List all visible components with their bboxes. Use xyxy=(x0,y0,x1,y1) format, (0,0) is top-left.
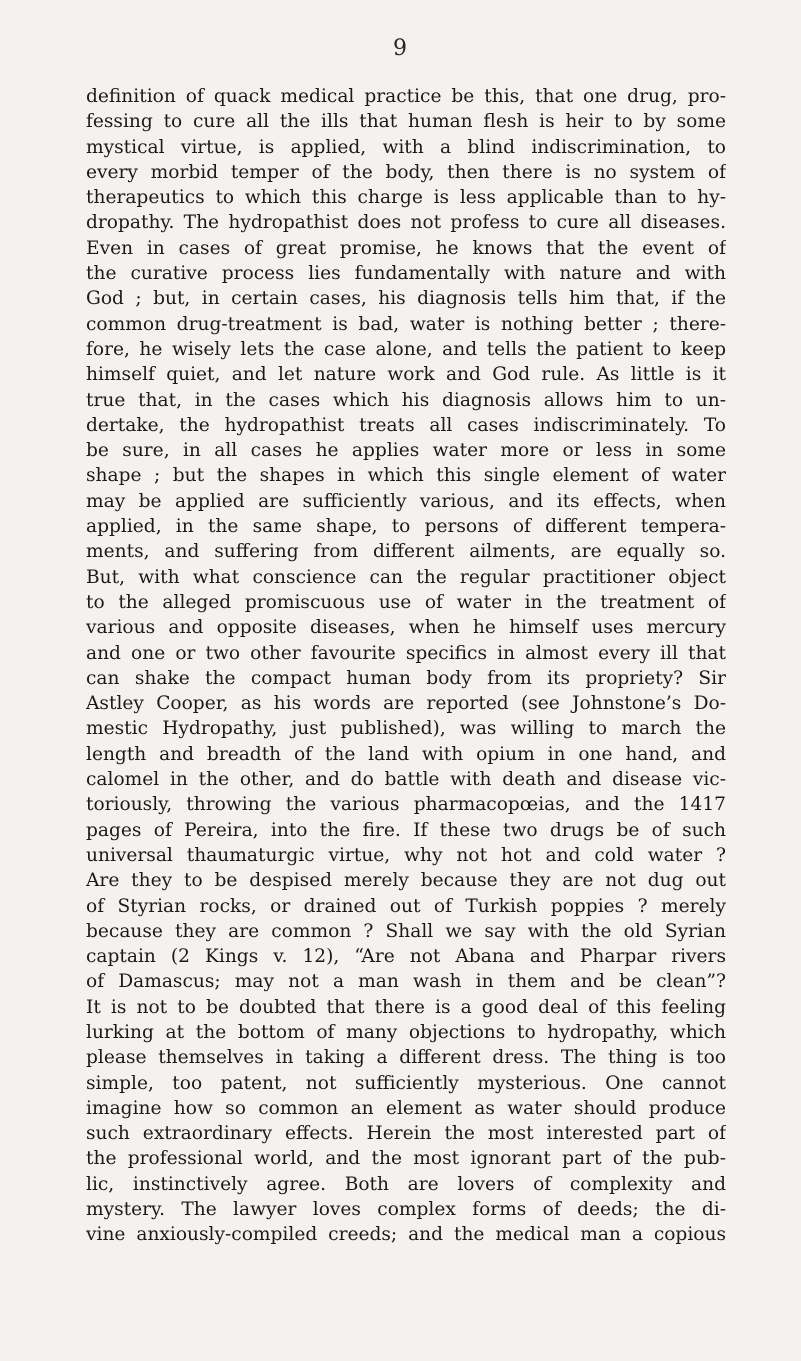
text-line: lic, instinctively agree. Both are lovers of complexity and xyxy=(86,1173,726,1195)
text-line: himself quiet, and let nature work and God rule. As little is it xyxy=(86,364,726,386)
text-line: imagine how so common an element as water should produce xyxy=(86,1097,726,1119)
text-line: length and breadth of the land with opium in one hand, and xyxy=(86,743,726,765)
text-line: of Styrian rocks, or drained out of Turkish poppies ? merely xyxy=(86,895,726,917)
text-line: universal thaumaturgic virtue, why not hot and cold water ? xyxy=(86,844,726,866)
text-line: because they are common ? Shall we say with the old Syrian xyxy=(86,920,726,942)
text-line: therapeutics to which this charge is less applicable than to hy- xyxy=(86,187,726,209)
text-line: But, with what conscience can the regular practitioner object xyxy=(86,566,726,588)
text-line: can shake the compact human body from its propriety? Sir xyxy=(86,667,726,689)
text-line: common drug-treatment is bad, water is nothing better ; there- xyxy=(86,313,726,335)
text-line: vine anxiously-compiled creeds; and the medical man a copious xyxy=(86,1224,726,1246)
text-line: lurking at the bottom of many objections to hydropathy, which xyxy=(86,1021,726,1043)
text-line: God ; but, in certain cases, his diagnosis tells him that, if the xyxy=(86,288,726,310)
text-line: to the alleged promiscuous use of water in the treatment of xyxy=(86,591,726,613)
text-line: shape ; but the shapes in which this single element of water xyxy=(86,465,726,487)
text-line: Astley Cooper, as his words are reported (see Johnstone’s Do- xyxy=(86,693,726,715)
page-number: 9 xyxy=(393,36,408,61)
text-line: the curative process lies fundamentally with nature and with xyxy=(86,263,726,285)
text-line: definition of quack medical practice be this, that one drug, pro- xyxy=(86,86,726,107)
text-line: Are they to be despised merely because they are not dug out xyxy=(86,870,726,892)
text-line: such extraordinary effects. Herein the most interested part of xyxy=(86,1123,726,1145)
body-text xyxy=(86,84,726,1248)
text-line: calomel in the other, and do battle with death and disease vic- xyxy=(86,769,726,791)
text-line: be sure, in all cases he applies water more or less in some xyxy=(86,440,726,462)
text-line: every morbid temper of the body, then there is no system of xyxy=(86,161,726,183)
text-line: the professional world, and the most ignorant part of the pub- xyxy=(86,1148,726,1170)
text-line: various and opposite diseases, when he himself uses mercury xyxy=(86,617,726,639)
text-line: mystical virtue, is applied, with a blind indiscrimination, to xyxy=(86,136,726,158)
text-line: mestic Hydropathy, just published), was willing to march the xyxy=(86,718,726,740)
text-line: pages of Pereira, into the fire. If these two drugs be of such xyxy=(86,819,726,841)
text-line: simple, too patent, not sufficiently mysterious. One cannot xyxy=(86,1072,726,1094)
text-line: Even in cases of great promise, he knows that the event of xyxy=(86,237,726,259)
text-line: dertake, the hydropathist treats all cases indiscriminately. To xyxy=(86,414,726,436)
text-line: applied, in the same shape, to persons of different tempera- xyxy=(86,516,726,538)
text-line: and one or two other favourite specifics in almost every ill that xyxy=(86,642,726,664)
text-line: fessing to cure all the ills that human flesh is heir to by some xyxy=(86,111,726,133)
text-line: of Damascus; may not a man wash in them and be clean”? xyxy=(86,971,726,993)
text-line: mystery. The lawyer loves complex forms of deeds; the di- xyxy=(86,1199,726,1221)
text-line: captain (2 Kings v. 12), “Are not Abana and Pharpar rivers xyxy=(86,946,726,968)
text-line: It is not to be doubted that there is a good deal of this feeling xyxy=(86,996,726,1018)
text-line: toriously, throwing the various pharmacopœias, and the 1417 xyxy=(86,794,726,816)
text-line: ments, and suffering from different ailments, are equally so. xyxy=(86,541,726,563)
text-line: fore, he wisely lets the case alone, and tells the patient to keep xyxy=(86,338,726,360)
text-line: please themselves in taking a different dress. The thing is too xyxy=(86,1047,726,1069)
text-line: may be applied are sufficiently various, and its effects, when xyxy=(86,490,726,512)
text-line: true that, in the cases which his diagnosis allows him to un- xyxy=(86,389,726,411)
text-line: dropathy. The hydropathist does not profess to cure all diseases. xyxy=(86,212,726,234)
